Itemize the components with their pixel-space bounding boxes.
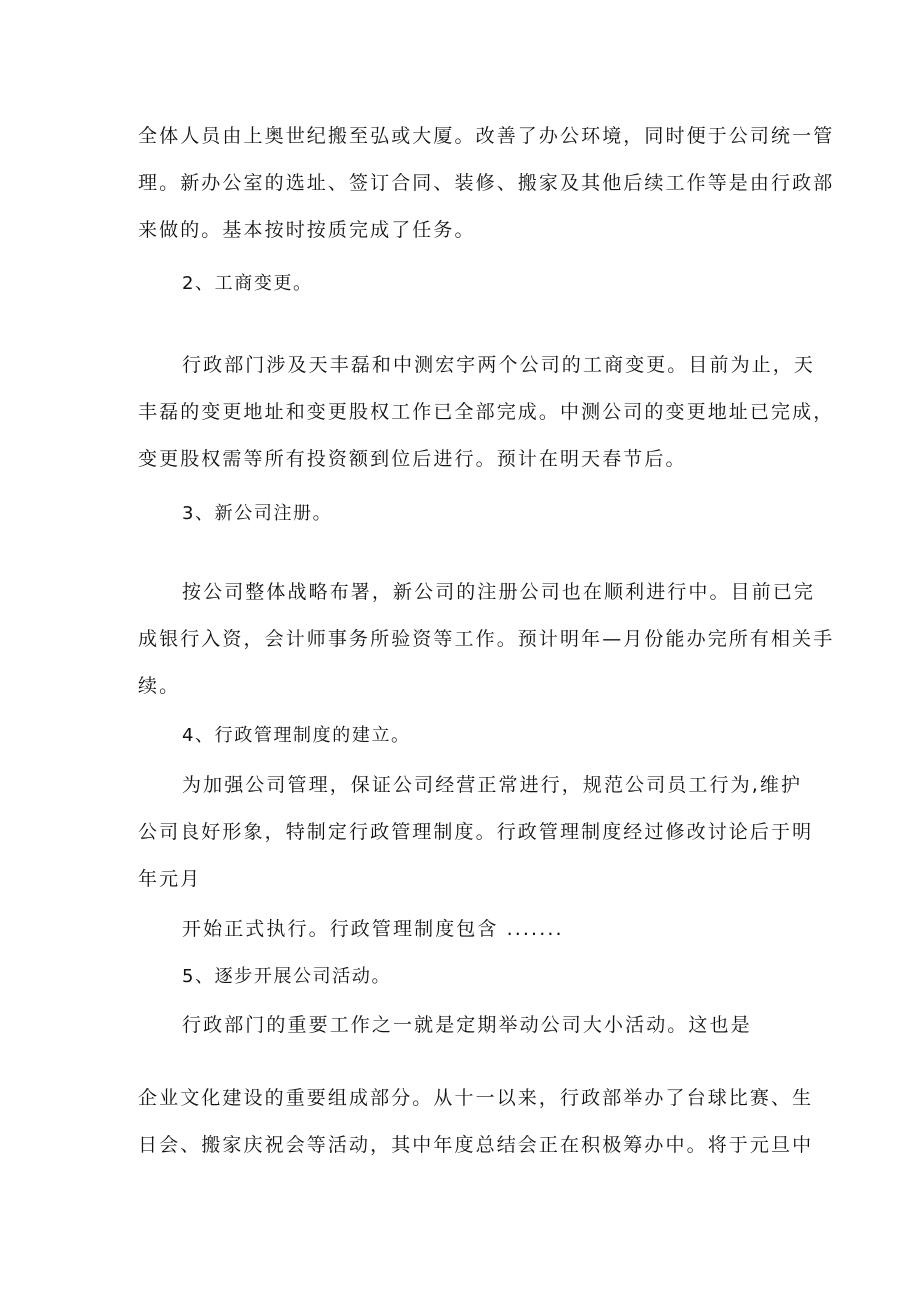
paragraph-5-line-3: 日会、搬家庆祝会等活动，其中年度总结会正在积极筹办中。将于元旦中 — [138, 1134, 814, 1156]
paragraph-4-line-2: 公司良好形象，特制定行政管理制度。行政管理制度经过修改讨论后于明 — [138, 821, 814, 843]
paragraph-2-line-2: 丰磊的变更地址和变更股权工作已全部完成。中测公司的变更地址已完成， — [138, 401, 835, 423]
paragraph-2-line-1: 行政部门涉及天丰磊和中测宏宇两个公司的工商变更。目前为止，天 — [182, 354, 816, 376]
paragraph-3-line-3: 续。 — [138, 675, 181, 697]
paragraph-1-line-3: 来做的。基本按时按质完成了任务。 — [138, 219, 476, 241]
paragraph-3-line-2: 成银行入资，会计师事务所验资等工作。预计明年—月份能办完所有相关手 — [138, 628, 835, 650]
paragraph-2-line-3: 变更股权需等所有投资额到位后进行。预计在明天春节后。 — [138, 448, 687, 470]
section-heading-3: 3、新公司注册。 — [182, 503, 333, 524]
paragraph-1-line-1: 全体人员由上奥世纪搬至弘或大厦。改善了办公环境，同时便于公司统一管 — [138, 125, 835, 147]
paragraph-1-line-2: 理。新办公室的选址、签订合同、装修、搬家及其他后续工作等是由行政部 — [138, 172, 835, 194]
paragraph-5-line-1: 行政部门的重要工作之一就是定期举动公司大小活动。这也是 — [182, 1014, 752, 1036]
paragraph-3-line-1: 按公司整体战略布署，新公司的注册公司也在顺利进行中。目前已完 — [182, 581, 816, 603]
section-heading-2: 2、工商变更。 — [182, 273, 313, 294]
paragraph-4-line-1: 为加强公司管理，保证公司经营正常进行，规范公司员工行为,维护 — [182, 774, 803, 796]
paragraph-5-line-2: 企业文化建设的重要组成部分。从十一以来，行政部举办了台球比赛、生 — [138, 1087, 814, 1109]
paragraph-4-line-3: 年元月 — [138, 868, 202, 890]
section-heading-4: 4、行政管理制度的建立。 — [182, 725, 411, 746]
paragraph-4-line-4: 开始正式执行。行政管理制度包含 ....... — [182, 918, 564, 940]
section-heading-5: 5、逐步开展公司活动。 — [182, 966, 392, 987]
